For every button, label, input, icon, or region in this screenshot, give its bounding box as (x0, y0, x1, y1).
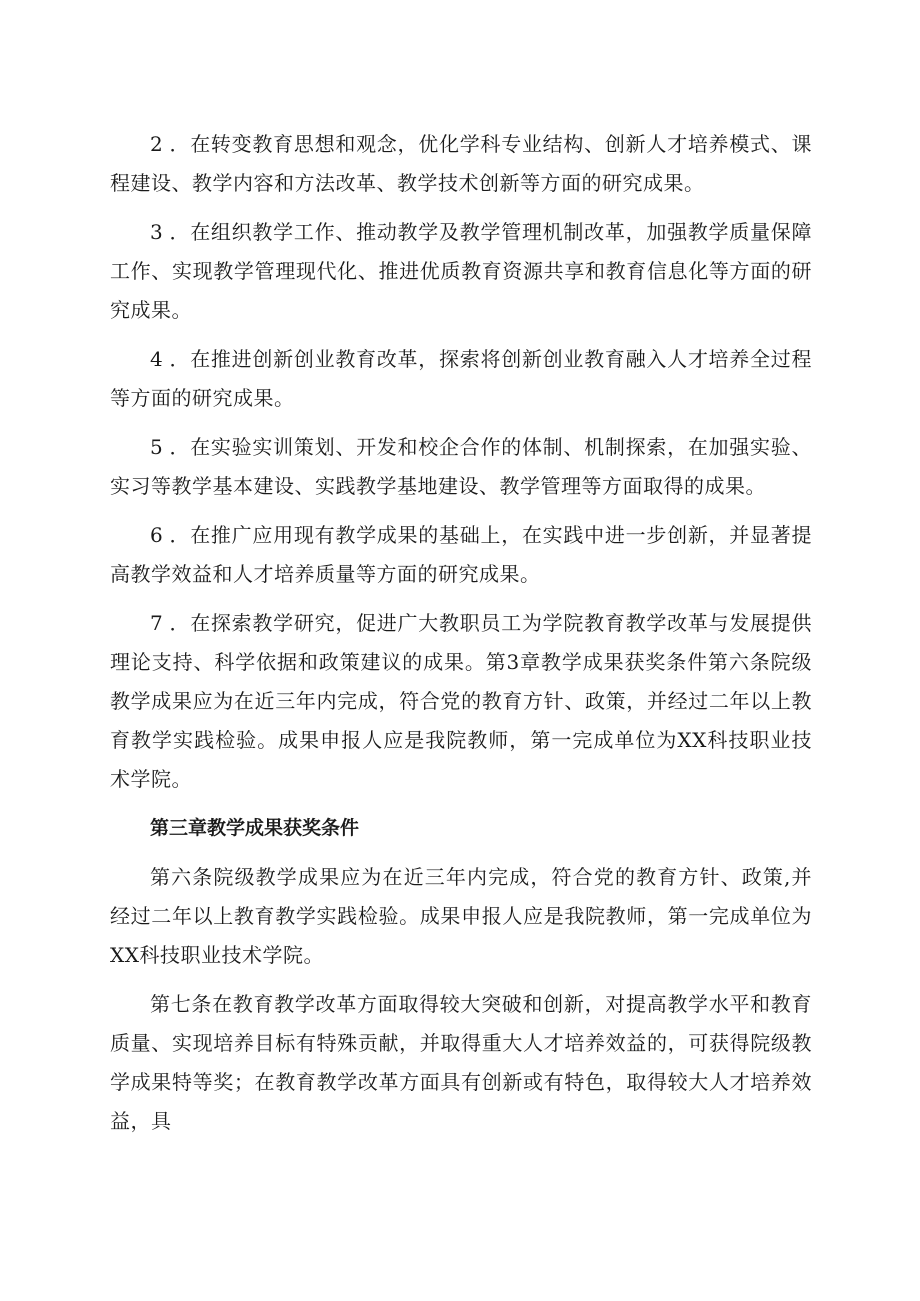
list-item-text: ．在推进创新创业教育改革，探索将创新创业教育融入人才培养全过程等方面的研究成果。 (110, 347, 812, 410)
list-item-text: ．在转变教育思想和观念，优化学科专业结构、创新人才培养模式、课程建设、教学内容和方法改革、教学技术创新等方面的研究成果。 (110, 132, 812, 195)
document-body (110, 125, 812, 1151)
list-item-text: ．在实验实训策划、开发和校企合作的体制、机制探索，在加强实验、实习等教学基本建设、实践教学基地建设、教学管理等方面取得的成果。 (110, 435, 812, 498)
list-item (110, 213, 812, 330)
list-item-number: 7 (150, 611, 164, 635)
chapter-heading: 第三章教学成果获奖条件 (150, 817, 360, 839)
list-item (110, 125, 812, 203)
list-item-text: ．在探索教学研究，促进广大教职员工为学院教育教学改革与发展提供理论支持、科学依据和政策建议的成果。第3章教学成果获奖条件第六条院级教学成果应为在近三年内完成，符合党的教育方针、政策，并经过二年以上教育教学实践检验。成果申报人应是我院教师，第一完成单位为XX科技职业技术学院。 (110, 611, 812, 791)
article-7-paragraph: 第七条在教育教学改革方面取得较大突破和创新，对提高教学水平和教育质量、实现培养目标有特殊贡献，并取得重大人才培养效益的，可获得院级教学成果特等奖；在教育教学改革方面具有创新或有特色，取得较大人才培养效益，具 (110, 992, 812, 1133)
list-item-text: ．在推广应用现有教学成果的基础上，在实践中进一步创新，并显著提高教学效益和人才培养质量等方面的研究成果。 (110, 523, 812, 586)
list-item (110, 340, 812, 418)
article-6-paragraph: 第六条院级教学成果应为在近三年内完成，符合党的教育方针、政策,并经过二年以上教育教学实践检验。成果申报人应是我院教师，第一完成单位为XX科技职业技术学院。 (110, 865, 812, 967)
list-item (110, 516, 812, 594)
list-item-number: 2 (150, 132, 164, 156)
list-item-number: 3 (150, 220, 164, 244)
list-item-text: ．在组织教学工作、推动教学及教学管理机制改革，加强教学质量保障工作、实现教学管理现代化、推进优质教育资源共享和教育信息化等方面的研究成果。 (110, 220, 812, 322)
list-item (110, 428, 812, 506)
list-item-number: 4 (150, 347, 164, 371)
list-item (110, 604, 812, 799)
list-item-number: 6 (150, 523, 164, 547)
list-item-number: 5 (150, 435, 164, 459)
